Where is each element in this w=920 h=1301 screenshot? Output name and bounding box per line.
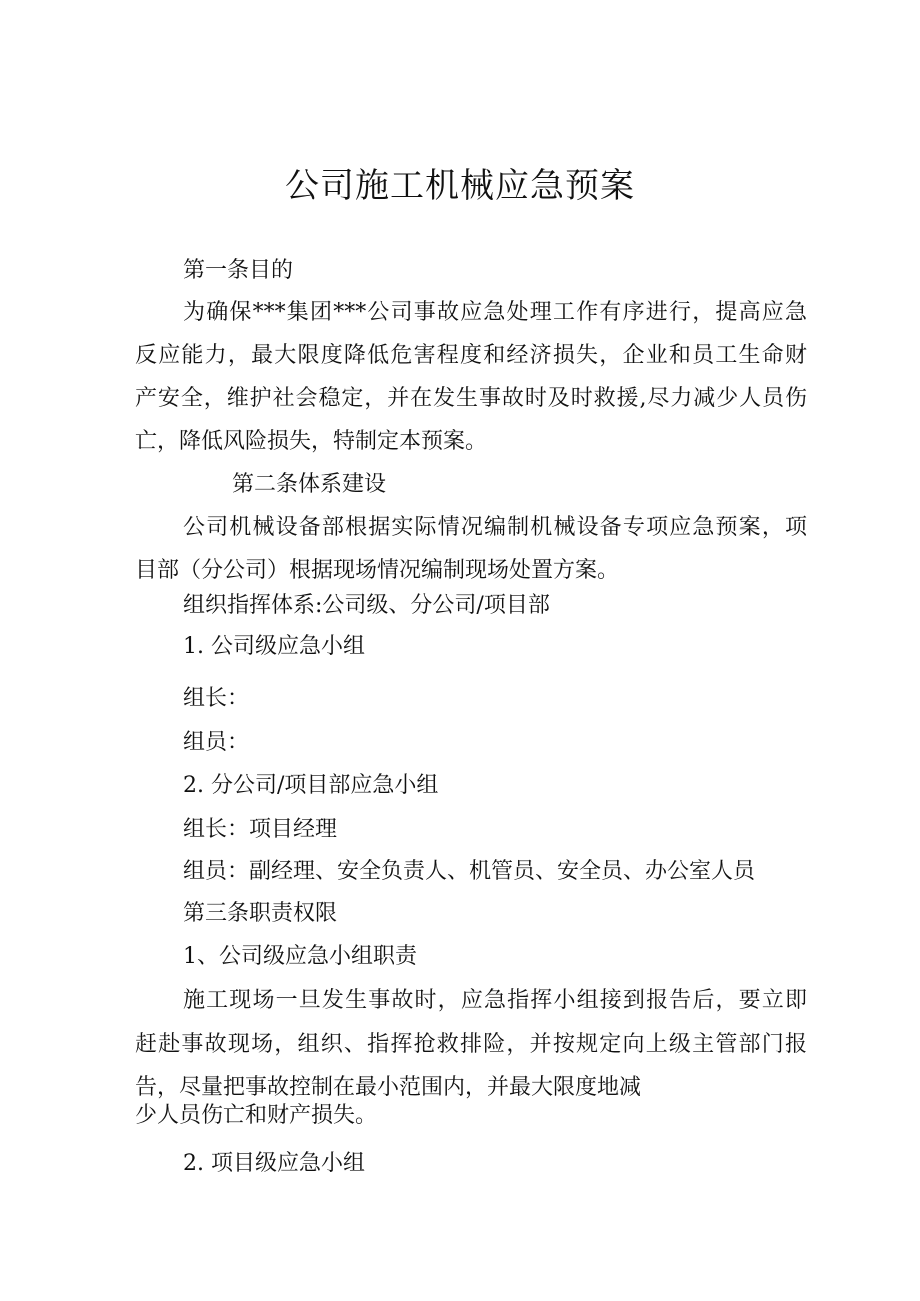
document-title: 公司施工机械应急预案 <box>285 166 635 206</box>
command-system-line: 组织指挥体系:公司级、分公司/项目部 <box>183 593 550 618</box>
paragraph-line: 赶赴事故现场，组织、指挥抢救排险，并按规定向上级主管部门报 <box>135 1032 807 1057</box>
leader-line: 组长： <box>183 686 250 711</box>
section-heading: 1、公司级应急小组职责 <box>183 944 417 969</box>
section-heading: 1. 公司级应急小组 <box>183 634 365 659</box>
section-heading: 2. 项目级应急小组 <box>183 1151 365 1176</box>
paragraph-line: 施工现场一旦发生事故时，应急指挥小组接到报告后，要立即 <box>183 988 807 1013</box>
paragraph-line: 为确保***集团***公司事故应急处理工作有序进行，提高应急 <box>183 300 807 325</box>
paragraph-line: 少人员伤亡和财产损失。 <box>135 1103 378 1128</box>
paragraph-line: 亡，降低风险损失，特制定本预案。 <box>135 429 488 454</box>
article-2-heading: 第二条体系建设 <box>232 472 387 497</box>
paragraph-line: 产安全，维护社会稳定，并在发生事故时及时救援,尽力减少人员伤 <box>135 386 807 411</box>
article-1-heading: 第一条目的 <box>183 258 294 283</box>
leader-line: 组长：项目经理 <box>183 817 338 842</box>
paragraph-line: 公司机械设备部根据实际情况编制机械设备专项应急预案，项 <box>183 515 807 540</box>
paragraph-line: 反应能力，最大限度降低危害程度和经济损失，企业和员工生命财 <box>135 343 807 368</box>
members-line: 组员： <box>183 730 250 755</box>
paragraph-line: 告，尽量把事故控制在最小范围内，并最大限度地减 <box>135 1075 642 1100</box>
members-line: 组员：副经理、安全负责人、机管员、安全员、办公室人员 <box>183 859 756 884</box>
paragraph-line: 目部（分公司）根据现场情况编制现场处置方案。 <box>135 558 620 583</box>
article-3-heading: 第三条职责权限 <box>183 901 338 926</box>
section-heading: 2. 分公司/项目部应急小组 <box>183 773 439 798</box>
